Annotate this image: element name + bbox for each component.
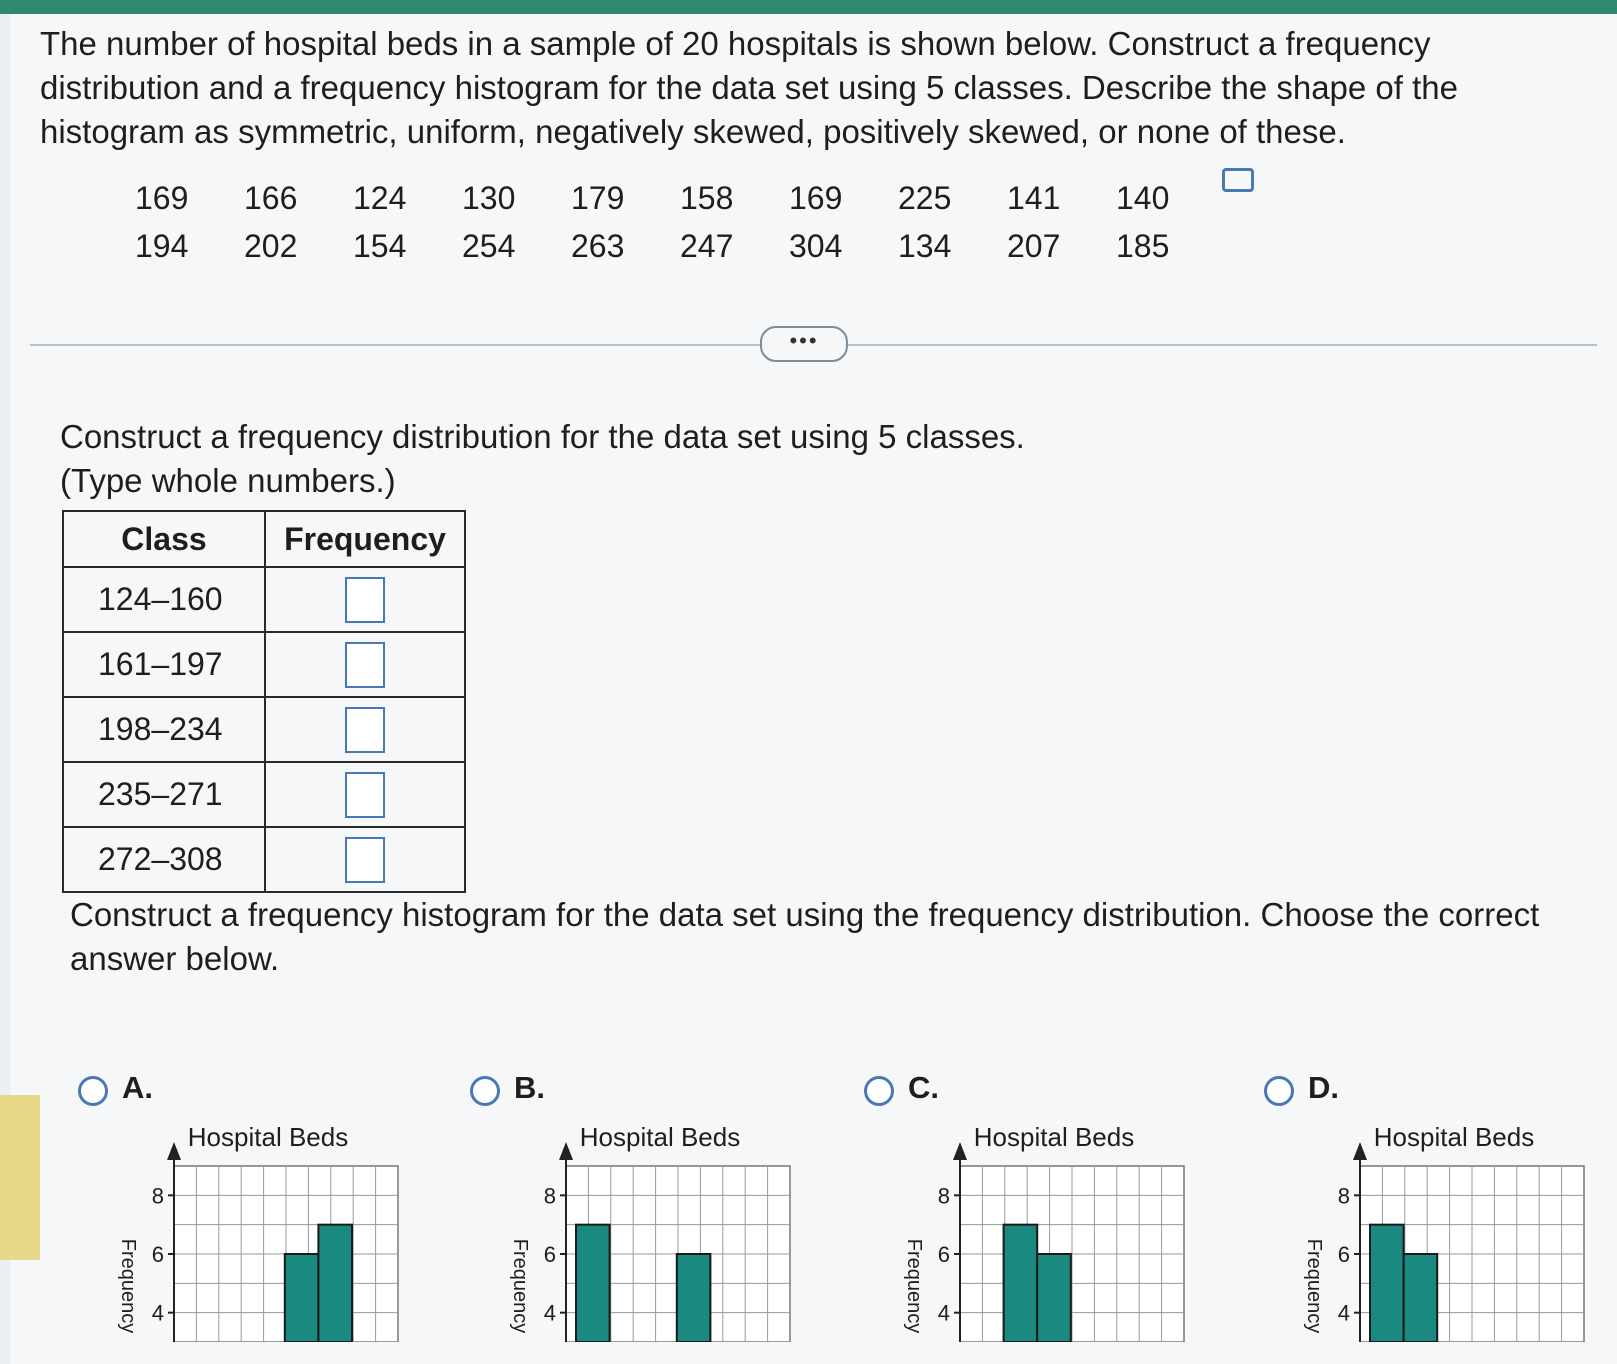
frequency-input[interactable] xyxy=(345,577,385,623)
y-tick-label: 8 xyxy=(937,1183,950,1209)
option-d-label: D. xyxy=(1308,1070,1339,1105)
y-tick-label: 8 xyxy=(543,1183,556,1209)
option-b[interactable] xyxy=(470,1062,830,1342)
data-value: 185 xyxy=(1116,228,1170,264)
y-axis-label: Frequency xyxy=(1303,1238,1325,1334)
data-value: 134 xyxy=(898,228,952,264)
option-c-label: C. xyxy=(908,1070,939,1105)
option-c[interactable] xyxy=(864,1062,1224,1342)
data-value: 202 xyxy=(244,228,298,264)
chart-title: Hospital Beds xyxy=(973,1122,1135,1152)
question-line-1: The number of hospital beds in a sample of 20 hospitals is shown below. Construct a frequency xyxy=(40,25,1431,62)
y-axis-label: Frequency xyxy=(509,1238,531,1334)
y-axis-arrow-icon xyxy=(559,1142,573,1160)
copy-icon[interactable] xyxy=(1222,168,1254,192)
y-axis-arrow-icon xyxy=(167,1142,181,1160)
data-value: 169 xyxy=(135,180,189,216)
side-highlight xyxy=(0,1095,40,1260)
histogram-bar xyxy=(1037,1254,1071,1342)
histogram-bar xyxy=(1404,1254,1438,1342)
option-b-radio[interactable] xyxy=(470,1076,500,1106)
y-axis-label: Frequency xyxy=(117,1238,139,1334)
histogram-bar xyxy=(677,1254,711,1342)
option-b-label: B. xyxy=(514,1070,545,1105)
histogram-bar xyxy=(285,1254,319,1342)
table-row xyxy=(63,827,465,892)
data-value: 130 xyxy=(462,180,516,216)
option-d[interactable] xyxy=(1264,1062,1617,1342)
option-a-radio[interactable] xyxy=(78,1076,108,1106)
data-value: 158 xyxy=(680,180,734,216)
table-row xyxy=(63,632,465,697)
frequency-cell xyxy=(265,567,465,632)
part1-prompt-line-1: Construct a frequency distribution for the data set using 5 classes. xyxy=(60,418,1025,455)
data-value: 225 xyxy=(898,180,952,216)
frequency-cell xyxy=(265,827,465,892)
table-row xyxy=(63,697,465,762)
data-value: 154 xyxy=(353,228,407,264)
frequency-table xyxy=(62,510,466,893)
class-cell: 198–234 xyxy=(63,697,265,762)
y-tick-label: 6 xyxy=(151,1242,164,1267)
y-tick-label: 6 xyxy=(543,1242,556,1267)
histogram-bar xyxy=(576,1225,610,1342)
frequency-cell xyxy=(265,632,465,697)
chart-title: Hospital Beds xyxy=(187,1122,349,1152)
frequency-input[interactable] xyxy=(345,707,385,753)
class-cell: 235–271 xyxy=(63,762,265,827)
data-value: 194 xyxy=(135,228,189,264)
y-tick-label: 6 xyxy=(1337,1242,1350,1267)
y-axis-arrow-icon xyxy=(1353,1142,1367,1160)
option-a[interactable] xyxy=(78,1062,438,1342)
option-a-label: A. xyxy=(122,1070,153,1105)
option-a-histogram xyxy=(98,1122,438,1342)
expand-more-button[interactable]: ••• xyxy=(760,326,848,362)
data-value: 304 xyxy=(789,228,843,264)
y-tick-label: 4 xyxy=(937,1300,950,1326)
data-value: 141 xyxy=(1007,180,1061,216)
question-line-3: histogram as symmetric, uniform, negatively skewed, positively skewed, or none of these. xyxy=(40,113,1346,150)
part2-prompt xyxy=(70,893,1539,981)
class-cell: 161–197 xyxy=(63,632,265,697)
part1-prompt xyxy=(60,415,1025,503)
histogram-bar xyxy=(1004,1225,1038,1342)
table-row xyxy=(63,762,465,827)
histogram-bar xyxy=(1370,1225,1404,1342)
class-cell: 272–308 xyxy=(63,827,265,892)
frequency-input[interactable] xyxy=(345,772,385,818)
y-tick-label: 8 xyxy=(151,1183,164,1209)
frequency-header: Frequency xyxy=(265,511,465,567)
option-c-radio[interactable] xyxy=(864,1076,894,1106)
option-d-radio[interactable] xyxy=(1264,1076,1294,1106)
y-tick-label: 4 xyxy=(543,1300,556,1326)
class-cell: 124–160 xyxy=(63,567,265,632)
data-value: 263 xyxy=(571,228,625,264)
data-value: 179 xyxy=(571,180,625,216)
data-value: 254 xyxy=(462,228,516,264)
class-header: Class xyxy=(63,511,265,567)
chart-title: Hospital Beds xyxy=(579,1122,741,1152)
frequency-input[interactable] xyxy=(345,642,385,688)
y-axis-label: Frequency xyxy=(903,1238,925,1334)
chart-title: Hospital Beds xyxy=(1373,1122,1535,1152)
frequency-input[interactable] xyxy=(345,837,385,883)
table-header-row xyxy=(63,511,465,567)
frequency-cell xyxy=(265,697,465,762)
y-tick-label: 4 xyxy=(151,1300,164,1326)
frequency-cell xyxy=(265,762,465,827)
data-value: 166 xyxy=(244,180,298,216)
option-d-histogram xyxy=(1284,1122,1617,1342)
y-axis-arrow-icon xyxy=(953,1142,967,1160)
data-value: 169 xyxy=(789,180,843,216)
question-text xyxy=(40,22,1580,154)
option-c-histogram xyxy=(884,1122,1224,1342)
data-value: 140 xyxy=(1116,180,1170,216)
data-value: 247 xyxy=(680,228,734,264)
question-line-2: distribution and a frequency histogram for the data set using 5 classes. Describe the shape of the xyxy=(40,69,1458,106)
part1-prompt-line-2: (Type whole numbers.) xyxy=(60,462,396,499)
histogram-bar xyxy=(318,1225,352,1342)
top-accent-bar xyxy=(0,0,1617,14)
part2-prompt-line-2: answer below. xyxy=(70,940,280,977)
y-tick-label: 8 xyxy=(1337,1183,1350,1209)
y-tick-label: 4 xyxy=(1337,1300,1350,1326)
part2-prompt-line-1: Construct a frequency histogram for the data set using the frequency distribution. Choose the correct xyxy=(70,896,1540,933)
data-value: 124 xyxy=(353,180,407,216)
data-value: 207 xyxy=(1007,228,1061,264)
option-b-histogram xyxy=(490,1122,830,1342)
table-row xyxy=(63,567,465,632)
y-tick-label: 6 xyxy=(937,1242,950,1267)
